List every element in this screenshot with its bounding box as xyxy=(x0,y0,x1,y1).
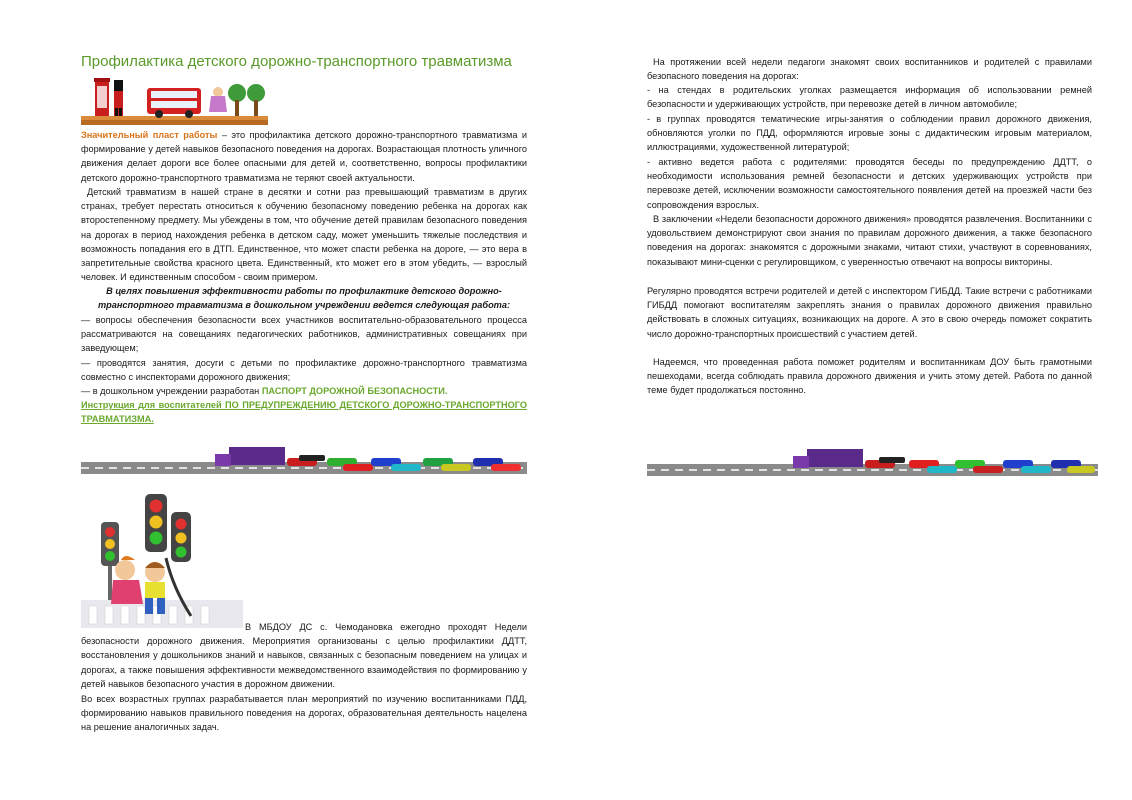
traffic-light-children-image xyxy=(81,488,243,628)
road-with-cars-image-right xyxy=(647,446,1098,480)
intro-text: – это профилактика детского дорожно-транспортного травматизма и формирование у детей навыков безопасного поведения на дорогах. Возрастающая плотность уличного движения делает дороги все более опасными для детей и, соответственно, вопросы профилактики детского дорожно-транспортного травматизма не теряют своей актуальности. xyxy=(81,130,528,183)
bullet-parents: - активно ведется работа с родителями: проводятся беседы по предупреждению ДДТТ, о необходимости использования ремней безопасности и детских удерживающих устройств при перевозке детей, исключении возможности самостоятельного появления детей на проезжей части без сопровождения взрослых. xyxy=(647,157,1092,210)
street-banner-image xyxy=(81,76,268,125)
work-item-1: — вопросы обеспечения безопасности всех участников воспитательно-образовательного процесса рассматриваются на совещаниях педагогических работников, административных совещаниях при заведующем; xyxy=(81,315,527,354)
work-item-3 xyxy=(81,384,527,398)
instruction-link: Инструкция для воспитателей ПО ПРЕДУПРЕЖДЕНИЮ ДЕТСКОГО ДОРОЖНО-ТРАНСПОРТНОГО ТРАВМАТИЗМА. xyxy=(81,400,527,425)
plan-paragraph: Во всех возрастных группах разрабатывается план мероприятий по изучению воспитанниками ПДД, формированию навыков правильного поведения на дорогах, образовательная деятельность нацелена на решение аналогичных задач. xyxy=(81,694,527,733)
hope-paragraph: Надеемся, что проведенная работа поможет родителям и воспитанникам ДОУ быть грамотными пешеходами, всегда соблюдать правила дорожного движения и учить этому детей. Работа по данной теме будет продолжаться постоянно. xyxy=(647,357,1092,396)
work-item-3-text: — в дошкольном учреждении разработан xyxy=(81,386,262,396)
intro-paragraph xyxy=(81,128,527,185)
week-paragraph: В МБДОУ ДС с. Чемодановка ежегодно проходят Недели безопасности дорожного движения. Мероприятия организованы с целью профилактики ДДТТ, восстановления у дошкольников знаний и навыков, связанных с безопасным поведением на улицах и дорогах, а также повышения эффективности межведомственного взаимодействия по формированию у детей навыков безопасного участия в дорожном движении. xyxy=(81,622,527,689)
trauma-paragraph: Детский травматизм в нашей стране в десятки и сотни раз превышающий травматизм в других странах, требует перестать относиться к обучению безопасному поведению ребенка на дорогах как второстепенному предмету. Мы убеждены в том, что обучение детей правилам безопасного поведения на дорогах в период нахождения ребенка в детском саду, может уменьшить тяжелые последствия и возможность попадания его в ДТП. Единственное, что может спасти ребенка на дороге, — это вера в запретительные свойства красного цвета. Единственный, кто может его в этом убедить, — взрослый человек. И единственным способом - своим примером. xyxy=(81,187,527,283)
work-item-2: — проводятся занятия, досуги с детьми по профилактике дорожно-транспортного травматизма совместно с инспекторами дорожного движения; xyxy=(81,358,527,383)
work-heading: В целях повышения эффективности работы по профилактике детского дорожно-транспортного травматизма в дошкольном учреждении ведется следующая работа: xyxy=(97,286,511,311)
road-with-cars-image xyxy=(81,444,527,478)
intro-lead: Значительный пласт работы xyxy=(81,130,218,140)
passport-link: ПАСПОРТ ДОРОЖНОЙ БЕЗОПАСНОСТИ. xyxy=(261,386,448,396)
bullet-stands: - на стендах в родительских уголках размещается информация об использовании ремней безопасности и удерживающих устройств, при перевозке детей в личном автомобиле; xyxy=(647,85,1092,110)
week-intro-paragraph: На протяжении всей недели педагоги знакомят своих воспитанников и родителей с правилами безопасного поведения на дорогах: xyxy=(647,57,1092,82)
conclusion-paragraph: В заключении «Недели безопасности дорожного движения» проводятся развлечения. Воспитанники с удовольствием демонстрируют свои знания по правилам дорожного движения, а также безопасного поведения на дорогах: знакомятся с дорожными знаками, читают стихи, участвуют в соревнованиях, показывают мини-сценки с регулировщиком, с уверенностью отвечают на вопросы викторины. xyxy=(647,214,1092,267)
inspector-paragraph: Регулярно проводятся встречи родителей и детей с инспектором ГИБДД. Такие встречи с работниками ГИБДД помогают воспитателям закреплять знания о правилах дорожного движения правильно действовать в сложных ситуациях, возникающих на дороге. А это в свою очередь поможет сократить число дорожно-транспортных происшествий с участием детей. xyxy=(647,286,1092,339)
bullet-groups: - в группах проводятся тематические игры-занятия о соблюдении правил дорожного движения, обновляются уголки по ПДД, оформляются игровые зоны с дидактическим игровым материалом, иллюстрациями, художественной литературой; xyxy=(647,114,1092,153)
page-title: Профилактика детского дорожно-транспортного травматизма xyxy=(81,53,512,70)
